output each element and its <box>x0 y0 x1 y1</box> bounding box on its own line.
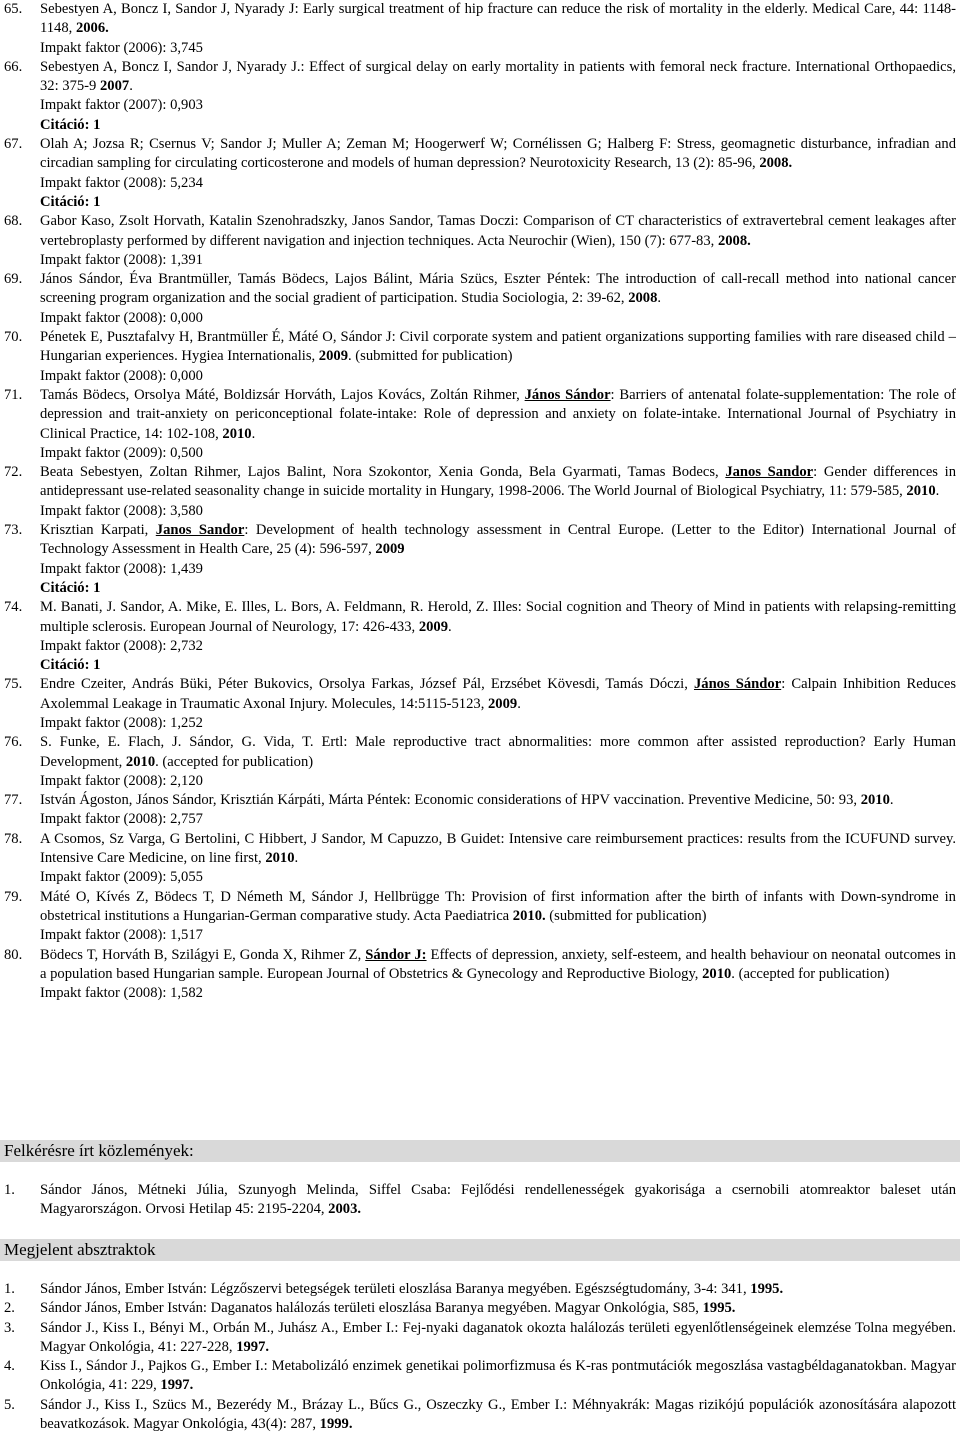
publication-entry <box>0 135 960 212</box>
citation-segment: : Barriers of antenatal folate-supplementation: The role of depression and trait-anxiety on periconceptional folate-intake: Role of depression and anxiety on folate-intake. International Journal of Psychiatry in Clinical Practice, 14: 102-108, <box>40 386 956 442</box>
entry-number: 74. <box>4 599 23 616</box>
citation-text <box>40 1182 956 1217</box>
publication-entry <box>0 58 960 135</box>
citation-segment: . <box>517 695 521 712</box>
abstract-entry <box>0 1396 960 1435</box>
entry-number: 77. <box>4 792 23 809</box>
publication-entry <box>0 386 960 463</box>
citation-segment: , Nyarady J: Early surgical treatment of hip fracture can reduce the risk of mortality in the elderly. Medical Care, 44: 1148-1148, <box>40 1 956 37</box>
publication-year: 1995. <box>702 1300 736 1317</box>
citation-segment: Sándor J., Kiss I., Szücs M., Bezerédy M., Brázay L., Bűcs G., Oszeczky G., Ember I.: Méhnyakrák: Magas rizikójú populációk azonosítására alapozott beavatkozások. Magyar Onkológia, 43(4): 287, <box>40 1396 956 1433</box>
publication-year: 2010 <box>125 753 156 770</box>
impact-factor: Impakt faktor (2008): 2,120 <box>40 772 203 789</box>
citation-segment: J. Sándor <box>172 734 231 751</box>
citation-segment: Sándor J <box>340 329 392 346</box>
citation-text <box>40 792 894 808</box>
entry-number: 69. <box>4 271 23 288</box>
citation-segment: . <box>129 78 133 95</box>
citation-segment: , M Capuzzo, B Guidet: Intensive care reimbursement practices: results from the ICUFUND survey. Intensive Care Medicine, on line first, <box>40 830 956 867</box>
citation-segment: . (accepted for publication) <box>731 965 890 982</box>
citation-segment: Tamás Bödecs, Orsolya Máté, Boldizsár Horváth, Lajos Kovács, Zoltán Rihmer, <box>40 386 525 403</box>
publication-year: 2009 <box>375 541 405 558</box>
publication-year: 2010 <box>265 850 295 867</box>
citation-text <box>40 1281 783 1297</box>
entry-number: 78. <box>4 830 23 847</box>
author-name-underlined: János Sándor <box>524 386 611 403</box>
publication-entry <box>0 675 960 733</box>
citation-text <box>40 831 956 866</box>
citation-count: Citáció: 1 <box>40 657 101 674</box>
entry-number: 68. <box>4 213 23 230</box>
impact-factor: Impakt faktor (2008): 1,391 <box>40 251 203 268</box>
citation-segment: . (accepted for publication) <box>155 753 314 770</box>
publication-year: 1997. <box>160 1377 194 1394</box>
citation-segment: . <box>657 290 662 307</box>
impact-factor: Impakt faktor (2006): 3,745 <box>40 39 203 56</box>
publication-entry <box>0 463 960 521</box>
publication-year: 2008. <box>759 155 793 172</box>
citation-segment: . <box>935 483 940 500</box>
author-name-underlined: Sándor J: <box>365 946 427 963</box>
citation-segment: , Tamas Doczi: Comparison of CT characteristics of extravertebral cement leakages after vertebroplasty performed by different navigation and injection techniques. Acta Neurochir (Wien), 150 (7): 677-83, <box>40 213 956 249</box>
impact-factor: Impakt faktor (2007): 0,903 <box>40 97 203 114</box>
citation-text <box>40 329 956 364</box>
invited-publication-entry <box>0 1181 960 1220</box>
citation-text <box>40 889 956 924</box>
publication-year: 1997. <box>236 1338 270 1355</box>
publication-year: 2008 <box>628 290 658 307</box>
citation-text <box>40 599 956 634</box>
citation-segment: Janos Sandor <box>352 213 430 230</box>
citation-text <box>40 136 956 171</box>
citation-segment: Beata Sebestyen, Zoltan Rihmer, Lajos Balint, Nora Szokontor, Xenia Gonda, Bela Gyarmati, Tamas Bodecs, <box>40 464 726 481</box>
citation-segment: , Nyarady J.: Effect of surgical delay on early mortality in patients with femoral neck fracture. International Orthopaedics, 32: 375-9 <box>40 58 956 95</box>
author-name-underlined: Janos Sandor <box>155 522 245 539</box>
publication-year: 1995. <box>750 1281 784 1297</box>
citation-segment: Sandor J <box>175 1 227 17</box>
citation-segment: M. Banati, <box>40 599 107 616</box>
publication-year: 2009 <box>488 695 518 712</box>
impact-factor: Impakt faktor (2008): 1,252 <box>40 714 203 731</box>
entry-number: 73. <box>4 522 23 539</box>
citation-count: Citáció: 1 <box>40 579 101 596</box>
citation-text <box>40 1 956 36</box>
citation-segment: : Gender differences in antidepressant use-related seasonality change in suicide mortality in Hungary, 1998-2006. The World Journal of Biological Psychiatry, 11: 579-585, <box>40 464 956 500</box>
citation-segment: . <box>251 425 256 442</box>
citation-segment: Bödecs T, Horváth B, Szilágyi E, Gonda X, Rihmer Z, <box>40 946 366 963</box>
entry-number: 75. <box>4 676 23 693</box>
publication-year: 2007 <box>100 78 130 95</box>
citation-text <box>40 676 956 711</box>
citation-text <box>40 464 956 499</box>
citation-segment: , Éva Brantmüller, Tamás Bödecs, Lajos Bálint, Mária Szücs, Eszter Péntek: The introduction of call-recall method into national cancer screening program organization and the social gradient of participation. Studia Sociologia, 2: 39-62, <box>40 271 956 307</box>
citation-count: Citáció: 1 <box>40 116 101 133</box>
citation-segment: Sándor János, Ember István: Daganatos halálozás területi eloszlása Baranya megyében. Magyar Onkológia, S85, <box>40 1300 703 1317</box>
publication-entry <box>0 791 960 830</box>
entry-number: 66. <box>4 58 23 75</box>
citation-segment: (submitted for publication) <box>545 907 707 924</box>
entry-number: 70. <box>4 329 23 346</box>
publication-year: 1999. <box>319 1416 353 1433</box>
entry-number: 71. <box>4 386 23 403</box>
author-name-underlined: János Sándor <box>693 676 782 693</box>
publication-entry <box>0 946 960 1004</box>
entry-number: 1. <box>4 1281 15 1297</box>
entry-number: 80. <box>4 946 23 963</box>
publication-entry <box>0 521 960 598</box>
publication-year: 2010 <box>222 425 252 442</box>
publication-entry <box>0 888 960 946</box>
publication-year: 2006. <box>75 20 109 37</box>
abstract-entry <box>0 1280 960 1299</box>
citation-segment: Sándor János, Ember István: Légzőszervi betegségek területi eloszlása Baranya megyében. Egészségtudomány, 3-4: 341, <box>40 1281 751 1297</box>
citation-segment: Sándor János, Métneki Júlia, Szunyogh Melinda, Siffel Csaba: Fejlődési rendellenességek gyakorisága a csernobili atomreaktor baleset után Magyarországon. Orvosi Hetilap 45: 2195-2204, <box>40 1182 956 1218</box>
citation-segment: , Hellbrügge Th: Provision of first information after the birth of infants with Down-syndrome in obstetrical institutions a Hungarian-German comparative study. Acta Paediatrica <box>40 888 956 924</box>
citation-segment: , A. Mike, E. Illes, L. Bors, A. Feldmann, R. Herold, Z. Illes: Social cognition and Theory of Mind in patients with relapsing-remitting multiple sclerosis. European Journal of Neurology, 17: 426-433, <box>40 599 956 635</box>
citation-text <box>40 213 956 248</box>
publication-year: 2010 <box>906 483 936 500</box>
citation-segment: : Civil corporate system and patient organizations supporting families with rare diseased child – Hungarian experiences. Hygiea Internationalis, <box>40 329 956 365</box>
citation-segment: Endre Czeiter, András Büki, Péter Bukovics, Orsolya Farkas, József Pál, Erzsébet Kövesdi, Tamás Dóczi, <box>40 676 694 693</box>
citation-segment: Olah A; Jozsa R; Csernus V; <box>40 136 221 153</box>
entry-number: 2. <box>4 1300 15 1317</box>
entry-number: 67. <box>4 136 23 153</box>
publication-year: 2010 <box>860 792 890 809</box>
publication-year: 2010. <box>512 907 546 924</box>
publication-year: 2009 <box>318 348 348 365</box>
citation-text <box>40 947 956 982</box>
citation-segment: . <box>294 850 299 867</box>
citation-segment: : Calpain Inhibition Reduces Axolemmal Leakage in Traumatic Axonal Injury. Molecules, 14:5115-5123, <box>40 676 956 712</box>
citation-segment: János Sándor <box>136 792 213 809</box>
publication-year: 2008. <box>717 232 751 249</box>
publication-entry <box>0 0 960 58</box>
citation-text <box>40 734 956 769</box>
abstract-entry <box>0 1299 960 1318</box>
citation-segment: . <box>889 792 894 809</box>
citation-count: Citáció: 1 <box>40 193 101 210</box>
entry-number: 5. <box>4 1396 15 1413</box>
section-heading-invited: Felkérésre írt közlemények: <box>0 1140 960 1162</box>
citation-text <box>40 271 956 306</box>
citation-segment: Sebestyen A, Boncz I, <box>40 58 177 75</box>
entry-number: 4. <box>4 1358 15 1375</box>
publication-entry <box>0 598 960 675</box>
entry-number: 76. <box>4 734 23 751</box>
citation-segment: . (submitted for publication) <box>347 348 513 365</box>
section-heading-abstracts: Megjelent absztraktok <box>0 1239 960 1261</box>
citation-segment: Sándor J <box>311 888 365 905</box>
entry-number: 65. <box>4 1 23 17</box>
citation-segment: Sandor J <box>220 136 273 153</box>
citation-segment: , G. Vida, T. Ertl: Male reproductive tract abnormalities: more common after assisted reproduction? Early Human Development, <box>40 734 956 770</box>
citation-text <box>40 1300 735 1316</box>
abstract-list <box>0 1280 960 1434</box>
citation-segment: Sandor J <box>176 58 229 75</box>
citation-text <box>40 387 956 442</box>
citation-text <box>40 59 956 94</box>
citation-segment: Máté O, Kívés Z, Bödecs T, D Németh M, <box>40 888 312 905</box>
publication-entry <box>0 270 960 328</box>
citation-segment: S. Funke, E. Flach, <box>40 734 173 751</box>
invited-publication-list <box>0 1181 960 1220</box>
impact-factor: Impakt faktor (2008): 1,439 <box>40 560 203 577</box>
impact-factor: Impakt faktor (2008): 1,582 <box>40 985 203 1002</box>
impact-factor: Impakt faktor (2008): 5,234 <box>40 174 203 191</box>
impact-factor: Impakt faktor (2008): 0,000 <box>40 367 203 384</box>
citation-segment: István Ágoston, <box>40 792 137 809</box>
impact-factor: Impakt faktor (2008): 3,580 <box>40 502 203 519</box>
entry-number: 72. <box>4 464 23 481</box>
citation-text <box>40 1397 956 1432</box>
abstract-entry <box>0 1357 960 1396</box>
citation-segment: J. Sandor <box>106 599 161 616</box>
citation-text <box>40 522 956 557</box>
entry-number: 79. <box>4 888 23 905</box>
publication-year: 2003. <box>328 1201 362 1218</box>
citation-segment: Effects of depression, anxiety, self-esteem, and health behaviour on neonatal outcomes in a population based Hungarian sample. European Journal of Obstetrics & Gynecology and Reproductive Biology, <box>40 946 956 982</box>
citation-segment: , Krisztián Kárpáti, Márta Péntek: Economic considerations of HPV vaccination. Preventive Medicine, 50: 93, <box>212 792 861 809</box>
impact-factor: Impakt faktor (2008): 1,517 <box>40 927 203 944</box>
impact-factor: Impakt faktor (2009): 0,500 <box>40 444 203 461</box>
citation-segment: . <box>448 618 452 635</box>
citation-segment: A Csomos, Sz Varga, G Bertolini, C Hibbert, <box>40 830 312 847</box>
publication-year: 2010 <box>702 965 732 982</box>
entry-number: 1. <box>4 1182 15 1198</box>
impact-factor: Impakt faktor (2009): 5,055 <box>40 869 203 886</box>
impact-factor: Impakt faktor (2008): 2,732 <box>40 637 203 654</box>
abstract-entry <box>0 1319 960 1358</box>
entry-number: 3. <box>4 1319 15 1336</box>
citation-segment: J Sandor <box>311 830 363 847</box>
citation-segment: : Development of health technology assessment in Central Europe. (Letter to the Editor) International Journal of Technology Assessment in Health Care, 25 (4): 596-597, <box>40 522 957 558</box>
impact-factor: Impakt faktor (2008): 2,757 <box>40 811 203 828</box>
publication-entry <box>0 733 960 791</box>
citation-segment: Sándor J., Kiss I., Bényi M., Orbán M., Juhász A., Ember I.: Fej-nyaki daganatok okozta halálozás területi egyenlőtlenségeinek elemzése Tolna megyében. Magyar Onkológia, 41: 227-228, <box>40 1319 956 1355</box>
citation-segment: Kiss I., Sándor J., Pajkos G., Ember I.: Metabolizáló enzimek genetikai polimorfizmusa és K-ras pontmutációk megoszlása vastagbéldaganatokban. Magyar Onkológia, 41: 229, <box>40 1358 956 1394</box>
publication-entry <box>0 328 960 386</box>
citation-segment: János Sándor <box>40 271 120 288</box>
author-name-underlined: Janos Sandor <box>725 464 814 481</box>
citation-segment: ; Muller A; Zeman M; Hoogerwerf W; Cornélissen G; Halberg F: Stress, geomagnetic disturbance, infradian and circadian sampling for circulating corticosterone and models of human depression? Neurotoxicity Research, 13 (2): 85-96, <box>40 136 956 172</box>
publication-entry <box>0 212 960 270</box>
impact-factor: Impakt faktor (2008): 0,000 <box>40 309 203 326</box>
citation-text <box>40 1358 956 1393</box>
citation-segment: Sebestyen A, Boncz I, <box>40 1 176 17</box>
publication-entry <box>0 830 960 888</box>
citation-text <box>40 1320 956 1355</box>
publication-year: 2009 <box>418 618 449 635</box>
citation-segment: Pénetek E, Pusztafalvy H, Brantmüller É, Máté O, <box>40 329 341 346</box>
citation-segment: Krisztian Karpati, <box>40 522 156 539</box>
citation-segment: Gabor Kaso, Zsolt Horvath, Katalin Szenohradszky, <box>40 213 353 230</box>
